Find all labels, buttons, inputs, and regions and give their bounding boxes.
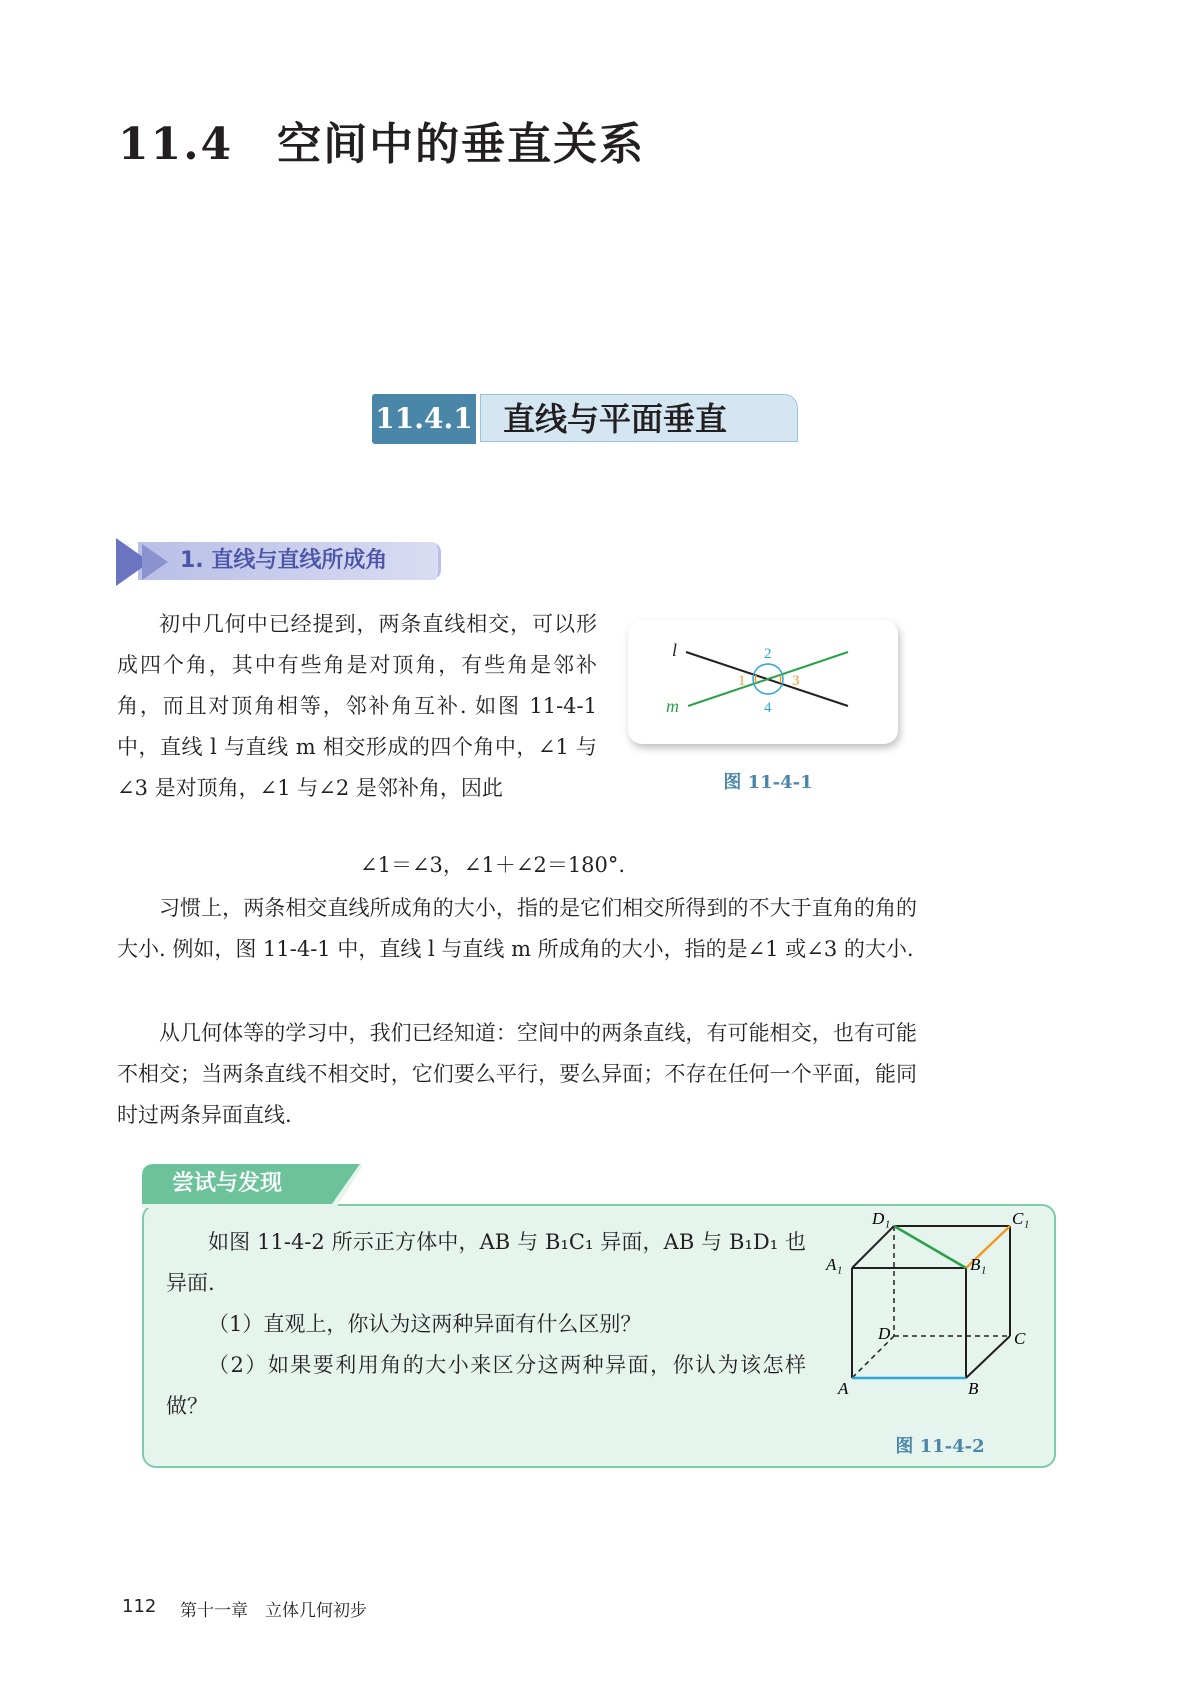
chapter-title [118,108,645,172]
chapter-title-text: 空间中的垂直关系 [277,119,646,170]
page-number: 112 [122,1596,157,1617]
paragraph-3 [117,1013,917,1136]
try-discover-question-2: （2）如果要利用角的大小来区分这两种异面，你认为该怎样做？ [166,1353,806,1418]
figure-11-4-2-caption: 图 11-4-2 [895,1436,985,1457]
label-angle-2: 2 [764,646,772,662]
label-A: A [838,1379,849,1398]
try-discover-text [166,1222,806,1427]
chapter-number: 11.4 [118,119,234,170]
label-A1: A₁ [826,1255,843,1274]
label-C1: C₁ [1012,1209,1030,1228]
try-discover-line-1: 如图 11-4-2 所示正方体中，AB 与 B₁C₁ 异面，AB 与 B₁D₁ 也异面. [166,1230,806,1295]
subsection-title: 1. 直线与直线所成角 [180,548,388,573]
subsection-banner [116,538,446,586]
paragraph-2-text: 习惯上，两条相交直线所成角的大小，指的是它们相交所得到的不大于直角的角的大小. 例如，图 11-4-1 中，直线 l 与直线 m 所成角的大小，指的是∠1 或∠3 的大小. [117,896,917,961]
try-discover-label: 尝试与发现 [172,1171,283,1196]
angle-arc-1 [755,675,756,683]
figure-11-4-1 [628,620,898,744]
label-angle-1: 1 [738,673,746,689]
paragraph-3-text: 从几何体等的学习中，我们已经知道：空间中的两条直线，有可能相交，也有可能不相交；当两条直线不相交时，它们要么平行，要么异面；不存在任何一个平面，能同时过两条异面直线. [117,1021,917,1127]
label-B: B [968,1379,979,1398]
angle-arc-3 [780,675,781,683]
label-angle-4: 4 [764,700,772,716]
paragraph-1-text: 初中几何中已经提到，两条直线相交，可以形成四个角，其中有些角是对顶角，有些角是邻补角，而且对顶角相等，邻补角互补. 如图 11-4-1 中，直线 l 与直线 m 相交形成的四个角中，∠1 与∠3 是对顶角，∠1 与∠2 是邻补角，因此 [117,612,597,800]
figure-11-4-1-caption: 图 11-4-1 [723,772,813,793]
section-title: 直线与平面垂直 [480,394,798,442]
paragraph-1 [117,604,597,809]
paragraph-2 [117,888,917,970]
subsection-arrow-inner-icon [142,544,168,580]
edge-A1D1 [852,1226,894,1268]
intersecting-lines-diagram [628,620,898,744]
try-discover-question-1: （1）直观上，你认为这两种异面有什么区别？ [208,1312,642,1336]
footer-chapter: 第十一章 立体几何初步 [180,1601,367,1621]
formula: ∠1＝∠3，∠1＋∠2＝180°. [360,853,626,877]
label-l: l [672,640,678,660]
section-number: 11.4.1 [372,394,476,444]
label-C: C [1014,1329,1026,1348]
label-m: m [666,696,679,716]
figure-11-4-2 [820,1204,1040,1424]
label-angle-3: 3 [792,673,800,689]
diagonal-B1D1 [894,1226,966,1268]
section-banner [372,394,804,444]
label-D1: D₁ [872,1209,891,1228]
label-D: D [878,1324,891,1343]
edge-BC [966,1336,1010,1378]
label-B1: B₁ [970,1255,987,1274]
